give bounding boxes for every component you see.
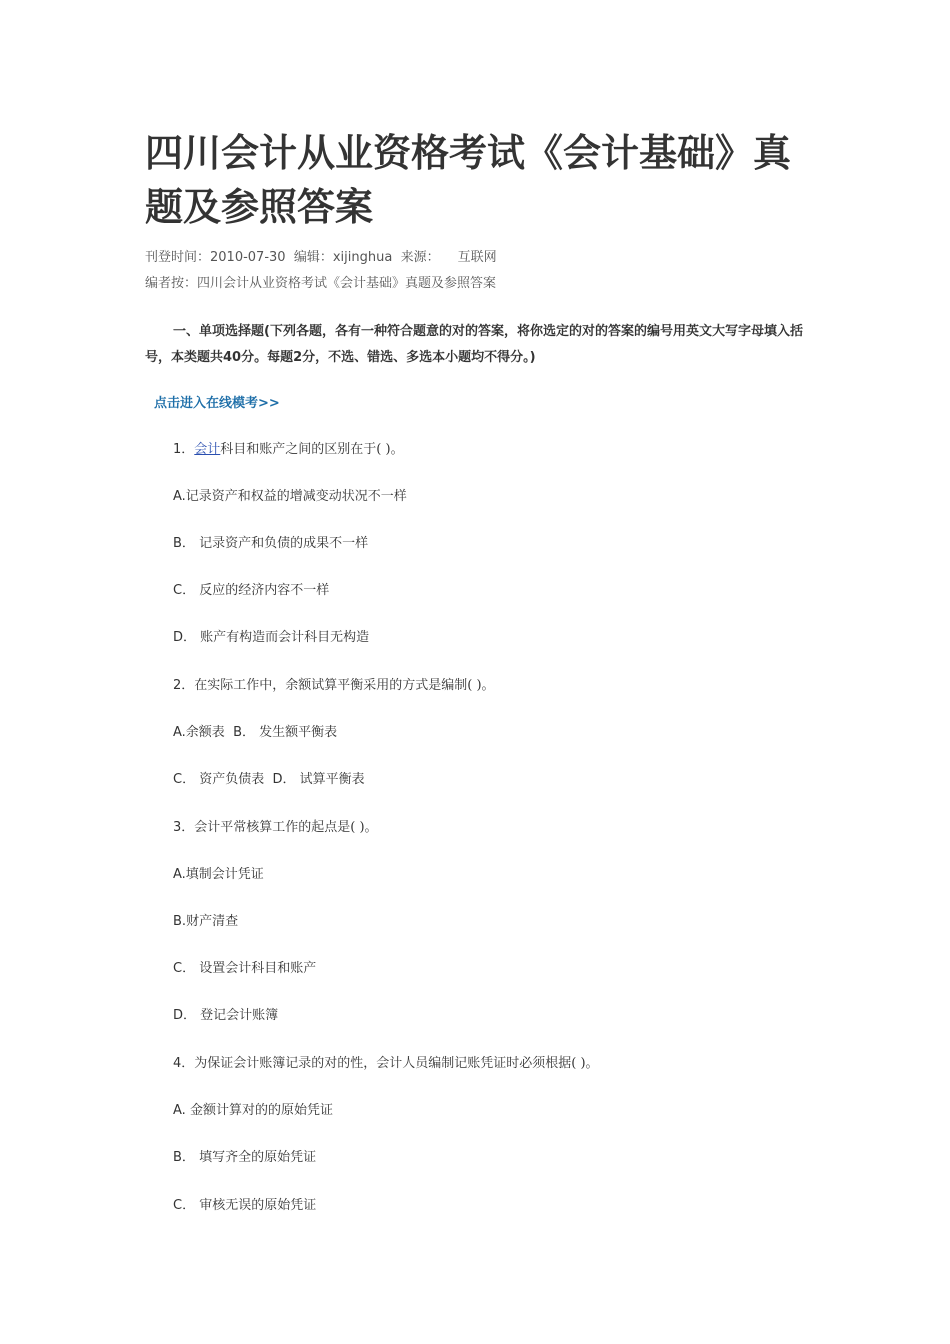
article-meta — [145, 248, 805, 268]
option-text: 财产清查 — [186, 914, 239, 929]
section-intro: 一、单项选择题(下列各题，各有一种符合题意的对的答案，将你选定的对的答案的编号用英文大写字母填入括号，本类题共40分。每题2分，不选、错选、多选本小题均不得分。) — [145, 324, 803, 365]
option-key: A. — [173, 1103, 186, 1118]
source-value: 互联网 — [457, 250, 497, 265]
q4-option-a — [173, 1101, 333, 1121]
option-key: B． — [173, 536, 195, 551]
q2-options-ab — [173, 723, 337, 743]
option-text: 设置会计科目和账产 — [199, 961, 317, 976]
option-text: 填制会计凭证 — [185, 867, 264, 882]
question-3 — [173, 818, 378, 838]
question-text: 会计平常核算工作的起点是( )。 — [194, 820, 378, 835]
option-key: B． — [173, 1150, 195, 1165]
note-value: 四川会计从业资格考试《会计基础》真题及参照答案 — [197, 276, 497, 291]
option-text: 反应的经济内容不一样 — [199, 583, 330, 598]
question-4 — [173, 1054, 599, 1074]
date-label: 刊登时间： — [145, 250, 211, 265]
option-key: A. — [173, 725, 186, 740]
question-number: 2． — [173, 678, 195, 693]
question-number: 1． — [173, 442, 195, 457]
q3-option-d — [173, 1006, 278, 1026]
option-key: C． — [173, 1198, 196, 1213]
option-key: B. — [173, 914, 187, 929]
q4-option-b — [173, 1148, 316, 1168]
question-1 — [173, 440, 404, 460]
editor-note — [145, 274, 805, 294]
q2-options-cd — [173, 770, 365, 790]
option-key: A. — [173, 867, 186, 882]
option-text: 记录资产和负债的成果不一样 — [199, 536, 369, 551]
q1-option-c — [173, 581, 329, 601]
date-value: 2010-07-30 — [210, 250, 286, 265]
option-key: C． — [173, 583, 196, 598]
question-number: 4． — [173, 1056, 195, 1071]
option-text: 资产负债表 — [199, 772, 265, 787]
editor-label: 编辑： — [293, 250, 333, 265]
option-key: D． — [173, 630, 197, 645]
online-exam-link[interactable]: 点击进入在线模考>> — [154, 396, 280, 411]
option-text: 余额表 — [185, 725, 225, 740]
question-2 — [173, 676, 495, 696]
option-key: D． — [173, 1008, 197, 1023]
q1-option-b — [173, 534, 368, 554]
option-key: B． — [233, 725, 255, 740]
option-text: 试算平衡表 — [299, 772, 365, 787]
option-text: 金额计算对的的原始凭证 — [189, 1103, 333, 1118]
option-text: 填写齐全的原始凭证 — [199, 1150, 317, 1165]
q4-option-c — [173, 1196, 316, 1216]
source-label: 来源： — [400, 250, 440, 265]
question-number: 3． — [173, 820, 195, 835]
option-text: 发生额平衡表 — [259, 725, 338, 740]
q3-option-b — [173, 912, 238, 932]
option-text: 记录资产和权益的增减变动状况不一样 — [185, 489, 407, 504]
article-title: 四川会计从业资格考试《会计基础》真题及参照答案 — [145, 130, 792, 229]
question-text: 科目和账产之间的区别在于( )。 — [220, 442, 404, 457]
option-text: 登记会计账簿 — [200, 1008, 279, 1023]
option-text: 账产有构造而会计科目无构造 — [200, 630, 370, 645]
note-label: 编者按： — [145, 276, 198, 291]
q3-option-a — [173, 865, 264, 885]
q1-option-d — [173, 628, 369, 648]
q1-option-a — [173, 487, 407, 507]
option-key: C． — [173, 961, 196, 976]
q3-option-c — [173, 959, 316, 979]
question-text: 在实际工作中，余额试算平衡采用的方式是编制( )。 — [194, 678, 495, 693]
option-key: C． — [173, 772, 196, 787]
option-key: D． — [272, 772, 296, 787]
option-key: A. — [173, 489, 186, 504]
keyword-link-accounting[interactable]: 会计 — [194, 442, 221, 457]
question-text: 为保证会计账簿记录的对的性，会计人员编制记账凭证时必须根据( )。 — [194, 1056, 599, 1071]
option-text: 审核无误的原始凭证 — [199, 1198, 317, 1213]
editor-value: xijinghua — [332, 250, 393, 265]
